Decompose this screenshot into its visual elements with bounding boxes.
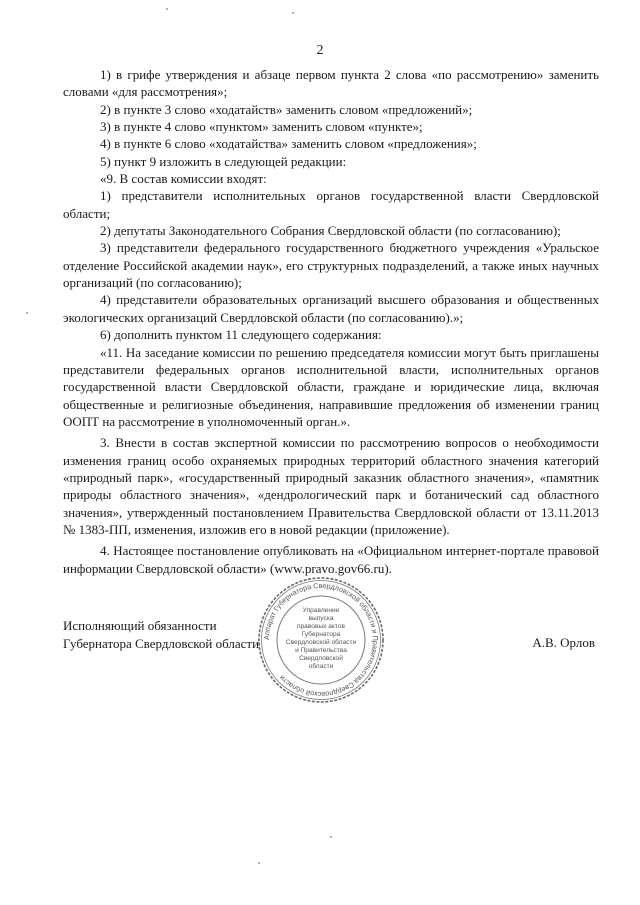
paragraph: 4. Настоящее постановление опубликовать на «Официальном интернет-портале правовой информации Свердловской области» (www.pravo.gov66.ru). xyxy=(63,543,599,576)
paragraph: «9. В состав комиссии входят: xyxy=(100,171,267,187)
paragraph: 3) в пункте 4 слово «пунктом» заменить словом «пункте»; xyxy=(100,119,423,135)
seal-line: Свердловской xyxy=(299,655,343,662)
seal-line: выпуска xyxy=(308,615,334,622)
paragraph: 3) представители федерального государственного бюджетного учреждения «Уральское отделение Российской академии наук», его структурных подразделений, а также иных научных организаций (по согласованию); xyxy=(63,240,599,291)
paragraph: 6) дополнить пунктом 11 следующего содержания: xyxy=(100,327,382,343)
signatory-title-line: Исполняющий обязанности xyxy=(63,618,217,633)
paragraph: «11. На заседание комиссии по решению председателя комиссии могут быть приглашены представители федеральных органов исполнительной власти, исполнительных органов государственной власти Свердловской области, граждане и юридические лица, включая общественные и религиозные объединения, направившие предложения об изменении границ ООПТ на рассмотрение в уполномоченный орган.». xyxy=(63,344,599,429)
scan-speck xyxy=(166,8,168,10)
seal-line: Губернатора xyxy=(301,631,341,638)
paragraph: 2) в пункте 3 слово «ходатайств» заменить словом «предложений»; xyxy=(100,101,473,117)
paragraph: 4) представители образовательных организаций высшего образования и общественных экологических организаций Свердловской области (по согласованию).»; xyxy=(63,292,599,325)
paragraph: 2) депутаты Законодательного Собрания Свердловской области (по согласованию); xyxy=(100,223,561,239)
document-body xyxy=(63,66,599,577)
seal-line: Управление xyxy=(302,607,340,614)
scan-speck xyxy=(330,836,332,838)
paragraph: 3. Внести в состав экспертной комиссии по рассмотрению вопросов о необходимости изменения границ особо охраняемых природных территорий областного значения категорий «природный парк», «государственный природный заказник областного значения», «памятник природы областного значения», «дендрологический парк и ботанический сад областного значения», утвержденный постановлением Правительства Свердловской области от 13.11.2013 № 1383-ПП, изменения, изложив его в новой редакции (приложение). xyxy=(63,435,599,537)
seal-ring-text: Аппарат Губернатора Свердловской области и Правительства Свердловской области xyxy=(261,580,381,700)
paragraph: 4) в пункте 6 слово «ходатайства» заменить словом «предложения»; xyxy=(100,136,477,152)
seal-line: Свердловской области xyxy=(285,639,357,646)
seal-line: и Правительства xyxy=(295,647,347,654)
paragraph: 5) пункт 9 изложить в следующей редакции: xyxy=(100,153,347,169)
signatory-title-line: Губернатора Свердловской области xyxy=(63,635,260,651)
paragraph: 1) представители исполнительных органов государственной власти Свердловской области; xyxy=(63,188,599,221)
scan-speck xyxy=(258,862,260,864)
scan-speck xyxy=(26,312,28,314)
seal-line: правовых актов xyxy=(296,623,346,630)
signatory-name: А.В. Орлов xyxy=(532,635,595,650)
paragraph: 1) в грифе утверждения и абзаце первом пункта 2 слова «по рассмотрению» заменить словами «для рассмотрения»; xyxy=(63,67,599,100)
page-number: 2 xyxy=(316,43,324,58)
seal-line: области xyxy=(308,663,334,670)
official-seal xyxy=(256,575,386,705)
scan-speck xyxy=(292,12,294,14)
